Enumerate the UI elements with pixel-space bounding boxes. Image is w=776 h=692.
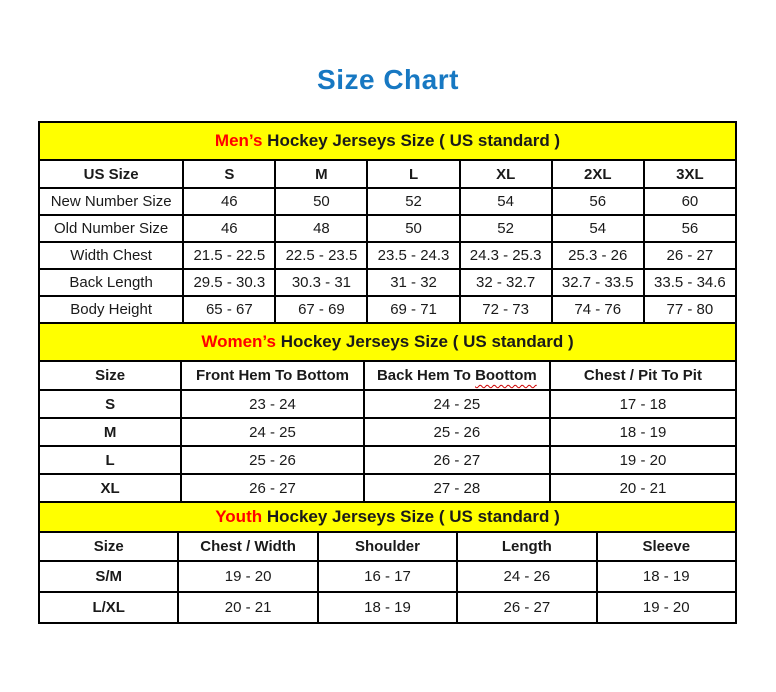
data-cell: 29.5 - 30.3 (183, 269, 275, 296)
mens-header-cell: XL (460, 160, 552, 188)
data-cell: 46 (183, 188, 275, 215)
data-cell: 18 - 19 (550, 418, 736, 446)
youth-header-cell: Shoulder (318, 532, 457, 561)
youth-header-rest: Hockey Jerseys Size ( US standard ) (262, 507, 560, 526)
data-cell: 32 - 32.7 (460, 269, 552, 296)
data-cell: 20 - 21 (178, 592, 317, 623)
data-cell: 23.5 - 24.3 (367, 242, 459, 269)
data-cell: 17 - 18 (550, 390, 736, 418)
youth-header-cell: Length (457, 532, 596, 561)
data-cell: 56 (552, 188, 644, 215)
data-cell: 26 - 27 (364, 446, 550, 474)
mens-section (38, 121, 737, 324)
data-cell: 19 - 20 (178, 561, 317, 592)
mens-header-cell: M (275, 160, 367, 188)
data-cell: 48 (275, 215, 367, 242)
data-cell: 77 - 80 (644, 296, 736, 323)
row-label-cell: Back Length (39, 269, 183, 296)
mens-header-row (39, 160, 736, 188)
row-label-cell: Body Height (39, 296, 183, 323)
table-row (39, 418, 736, 446)
row-label-cell: S/M (39, 561, 178, 592)
data-cell: 24.3 - 25.3 (460, 242, 552, 269)
mens-header-cell: US Size (39, 160, 183, 188)
table-row (39, 188, 736, 215)
table-row (39, 242, 736, 269)
womens-header-cell (364, 361, 550, 390)
data-cell: 24 - 25 (181, 418, 364, 446)
misspelled-word: Boottom (475, 367, 537, 384)
row-label-cell: XL (39, 474, 181, 502)
youth-header-cell: Chest / Width (178, 532, 317, 561)
mens-label: Men’s (214, 131, 263, 150)
data-cell: 24 - 26 (457, 561, 596, 592)
data-cell: 27 - 28 (364, 474, 550, 502)
data-cell: 26 - 27 (644, 242, 736, 269)
mens-header-cell: L (367, 160, 459, 188)
mens-header-cell: 3XL (644, 160, 736, 188)
data-cell: 30.3 - 31 (275, 269, 367, 296)
data-cell: 31 - 32 (367, 269, 459, 296)
womens-label: Women’s (201, 332, 276, 351)
row-label-cell: M (39, 418, 181, 446)
youth-section-header (38, 501, 737, 533)
data-cell: 52 (460, 215, 552, 242)
row-label-cell: S (39, 390, 181, 418)
data-cell: 18 - 19 (318, 592, 457, 623)
mens-header-rest: Hockey Jerseys Size ( US standard ) (262, 131, 561, 150)
table-row (39, 592, 736, 623)
row-label-cell: L (39, 446, 181, 474)
data-cell: 65 - 67 (183, 296, 275, 323)
data-cell: 23 - 24 (181, 390, 364, 418)
womens-header-row (39, 361, 736, 390)
youth-header-cell: Sleeve (597, 532, 736, 561)
data-cell: 69 - 71 (367, 296, 459, 323)
row-label-cell: L/XL (39, 592, 178, 623)
data-cell: 22.5 - 23.5 (275, 242, 367, 269)
data-cell: 21.5 - 22.5 (183, 242, 275, 269)
youth-header-row (39, 532, 736, 561)
row-label-cell: New Number Size (39, 188, 183, 215)
data-cell: 20 - 21 (550, 474, 736, 502)
mens-header-cell: S (183, 160, 275, 188)
womens-size-table (38, 360, 737, 503)
table-row (39, 446, 736, 474)
data-cell: 67 - 69 (275, 296, 367, 323)
youth-header-cell: Size (39, 532, 178, 561)
data-cell: 50 (275, 188, 367, 215)
womens-section (38, 322, 737, 503)
data-cell: 18 - 19 (597, 561, 736, 592)
data-cell: 32.7 - 33.5 (552, 269, 644, 296)
data-cell: 24 - 25 (364, 390, 550, 418)
youth-section (38, 501, 737, 624)
header-text: Back Hem To (376, 367, 476, 384)
table-row (39, 215, 736, 242)
womens-header-rest: Hockey Jerseys Size ( US standard ) (275, 332, 574, 351)
mens-header-cell: 2XL (552, 160, 644, 188)
data-cell: 25.3 - 26 (552, 242, 644, 269)
womens-header-cell: Size (39, 361, 181, 390)
mens-section-header (38, 121, 737, 161)
data-cell: 25 - 26 (181, 446, 364, 474)
youth-size-table (38, 531, 737, 624)
table-row (39, 474, 736, 502)
row-label-cell: Old Number Size (39, 215, 183, 242)
data-cell: 50 (367, 215, 459, 242)
womens-header-cell: Front Hem To Bottom (181, 361, 364, 390)
data-cell: 25 - 26 (364, 418, 550, 446)
data-cell: 26 - 27 (181, 474, 364, 502)
data-cell: 56 (644, 215, 736, 242)
table-row (39, 561, 736, 592)
table-row (39, 390, 736, 418)
womens-header-cell: Chest / Pit To Pit (550, 361, 736, 390)
data-cell: 74 - 76 (552, 296, 644, 323)
page-title: Size Chart (317, 64, 459, 95)
data-cell: 26 - 27 (457, 592, 596, 623)
size-chart (38, 121, 737, 624)
data-cell: 46 (183, 215, 275, 242)
mens-size-table (38, 159, 737, 324)
data-cell: 52 (367, 188, 459, 215)
data-cell: 54 (552, 215, 644, 242)
data-cell: 60 (644, 188, 736, 215)
data-cell: 54 (460, 188, 552, 215)
data-cell: 33.5 - 34.6 (644, 269, 736, 296)
table-row (39, 269, 736, 296)
table-row (39, 296, 736, 323)
data-cell: 19 - 20 (597, 592, 736, 623)
data-cell: 19 - 20 (550, 446, 736, 474)
data-cell: 72 - 73 (460, 296, 552, 323)
row-label-cell: Width Chest (39, 242, 183, 269)
youth-label: Youth (215, 507, 263, 526)
womens-section-header (38, 322, 737, 362)
data-cell: 16 - 17 (318, 561, 457, 592)
